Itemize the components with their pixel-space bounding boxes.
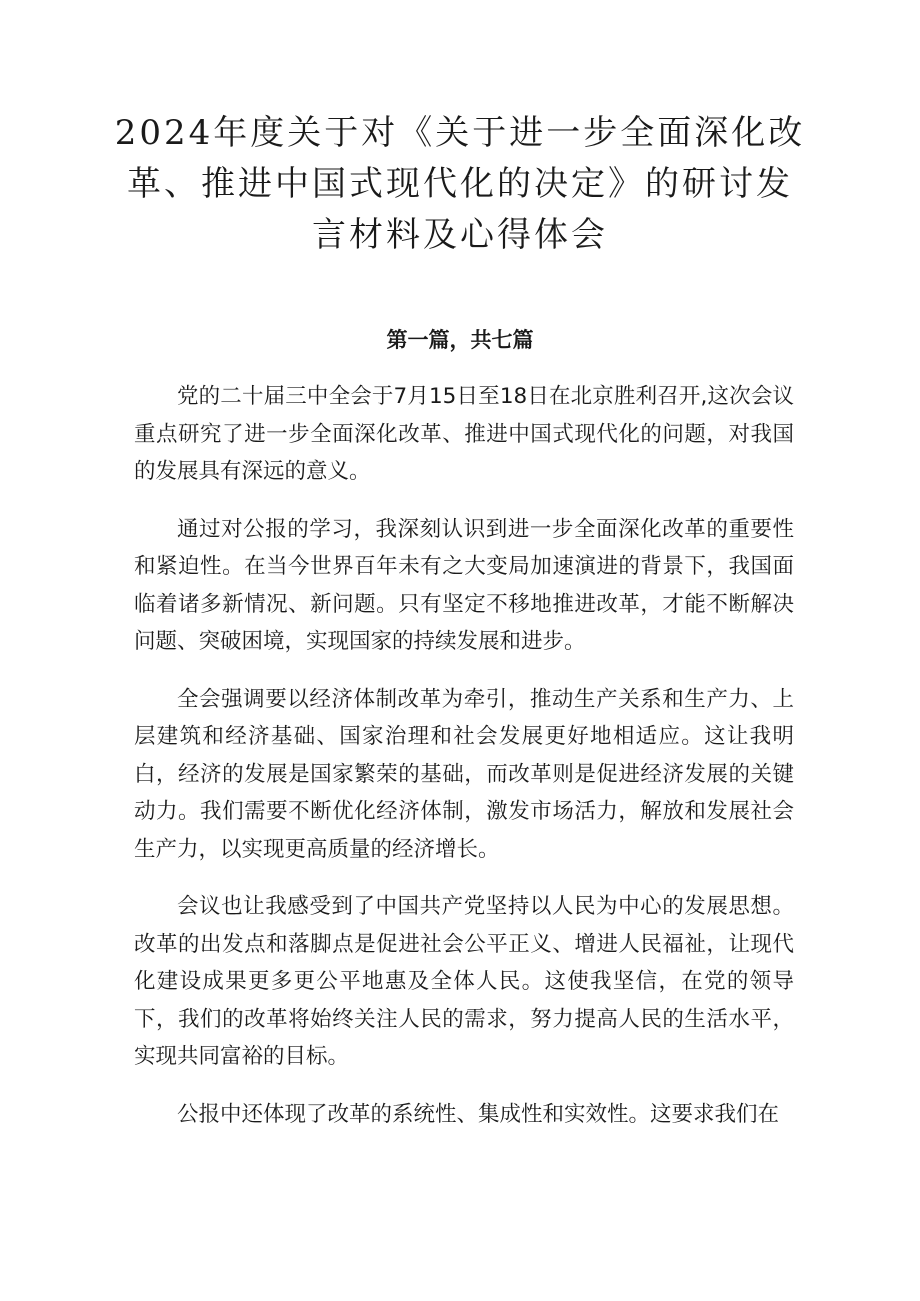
body-paragraph: 公报中还体现了改革的系统性、集成性和实效性。这要求我们在 — [177, 1101, 780, 1127]
body-paragraph: 通过对公报的学习，我深刻认识到进一步全面深化改革的重要性和紧迫性。在当今世界百年未有之大变局加速演进的背景下，我国面临着诸多新情况、新问题。只有坚定不移地推进改革，才能不断解决问题、突破困境，实现国家的持续发展和进步。 — [134, 516, 794, 654]
body-paragraph: 会议也让我感受到了中国共产党坚持以人民为中心的发展思想。改革的出发点和落脚点是促进社会公平正义、增进人民福祉，让现代化建设成果更多更公平地惠及全体人民。这使我坚信，在党的领导下，我们的改革将始终关注人民的需求，努力提高人民的生活水平，实现共同富裕的目标。 — [134, 894, 794, 1069]
section-heading: 第一篇，共七篇 — [386, 328, 534, 352]
body-paragraph: 党的二十届三中全会于7月15日至18日在北京胜利召开,这次会议重点研究了进一步全面深化改革、推进中国式现代化的问题，对我国的发展具有深远的意义。 — [134, 384, 794, 484]
document-title: 2024年度关于对《关于进一步全面深化改革、推进中国式现代化的决定》的研讨发言材料及心得体会 — [114, 113, 806, 255]
document-body — [134, 378, 794, 1153]
body-paragraph: 全会强调要以经济体制改革为牵引，推动生产关系和生产力、上层建筑和经济基础、国家治理和社会发展更好地相适应。这让我明白，经济的发展是国家繁荣的基础，而改革则是促进经济发展的关键动力。我们需要不断优化经济体制，激发市场活力，解放和发展社会生产力，以实现更高质量的经济增长。 — [134, 686, 794, 862]
